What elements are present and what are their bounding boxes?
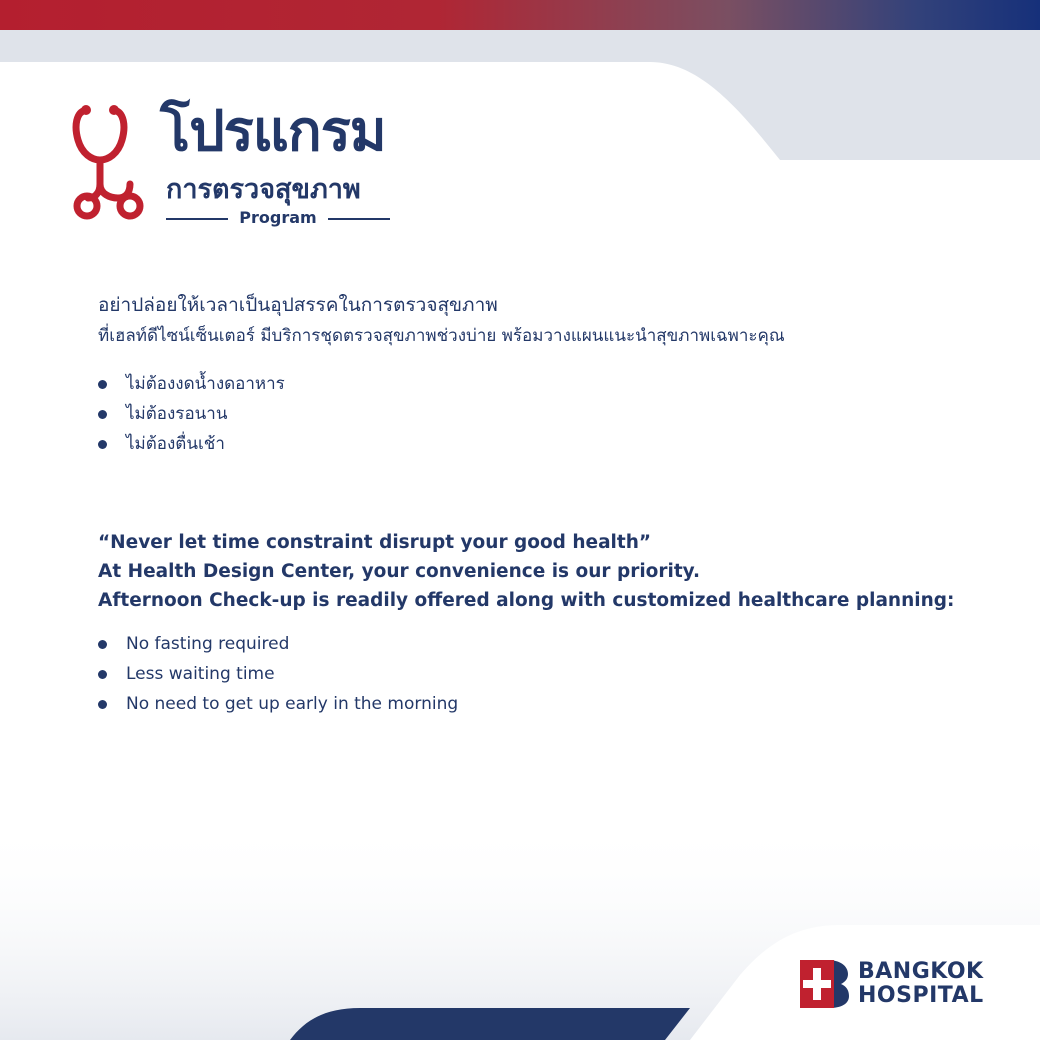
english-intro	[98, 528, 998, 615]
bullet-dot-icon	[98, 700, 107, 709]
bullet-dot-icon	[98, 380, 107, 389]
program-label: Program	[239, 208, 317, 227]
bullet-dot-icon	[98, 440, 107, 449]
bullet-text: No fasting required	[126, 634, 290, 654]
list-item	[98, 399, 285, 429]
bullet-dot-icon	[98, 410, 107, 419]
bullet-dot-icon	[98, 670, 107, 679]
bullet-text: ไม่ต้องรอนาน	[126, 404, 228, 424]
thai-intro	[98, 292, 978, 349]
list-item	[98, 369, 285, 399]
english-line-2: Afternoon Check-up is readily offered along with customized healthcare planning:	[98, 590, 955, 611]
brand-name-line-1: BANGKOK	[858, 959, 984, 984]
list-item	[98, 629, 458, 659]
bangkok-hospital-logo	[798, 958, 1008, 1010]
brand-name-line-2: HOSPITAL	[858, 983, 984, 1008]
list-item	[98, 429, 285, 459]
program-label-line	[166, 208, 390, 228]
program-logo	[70, 98, 410, 238]
bullet-text: Less waiting time	[126, 664, 275, 684]
bullet-text: ไม่ต้องงดน้ำงดอาหาร	[126, 374, 285, 394]
english-quote: “Never let time constraint disrupt your good health”	[98, 532, 652, 553]
list-item	[98, 689, 458, 719]
thai-bullet-list	[98, 369, 285, 459]
program-title-th: โปรแกรม	[160, 99, 386, 164]
stethoscope-icon	[70, 98, 154, 226]
top-gradient-bar	[0, 0, 1040, 30]
english-bullet-list	[98, 629, 458, 719]
bullet-dot-icon	[98, 640, 107, 649]
bullet-text: ไม่ต้องตื่นเช้า	[126, 434, 225, 454]
bullet-text: No need to get up early in the morning	[126, 694, 459, 714]
thai-headline: อย่าปล่อยให้เวลาเป็นอุปสรรคในการตรวจสุขภาพ	[98, 294, 498, 316]
divider-right	[328, 218, 390, 220]
english-line-1: At Health Design Center, your convenience is our priority.	[98, 561, 701, 582]
bangkok-hospital-cross-icon	[798, 958, 850, 1010]
program-subtitle-th: การตรวจสุขภาพ	[166, 174, 361, 205]
thai-body: ที่เฮลท์ดีไซน์เซ็นเตอร์ มีบริการชุดตรวจสุขภาพช่วงบ่าย พร้อมวางแผนแนะนำสุขภาพเฉพาะคุณ	[98, 326, 785, 346]
list-item	[98, 659, 458, 689]
